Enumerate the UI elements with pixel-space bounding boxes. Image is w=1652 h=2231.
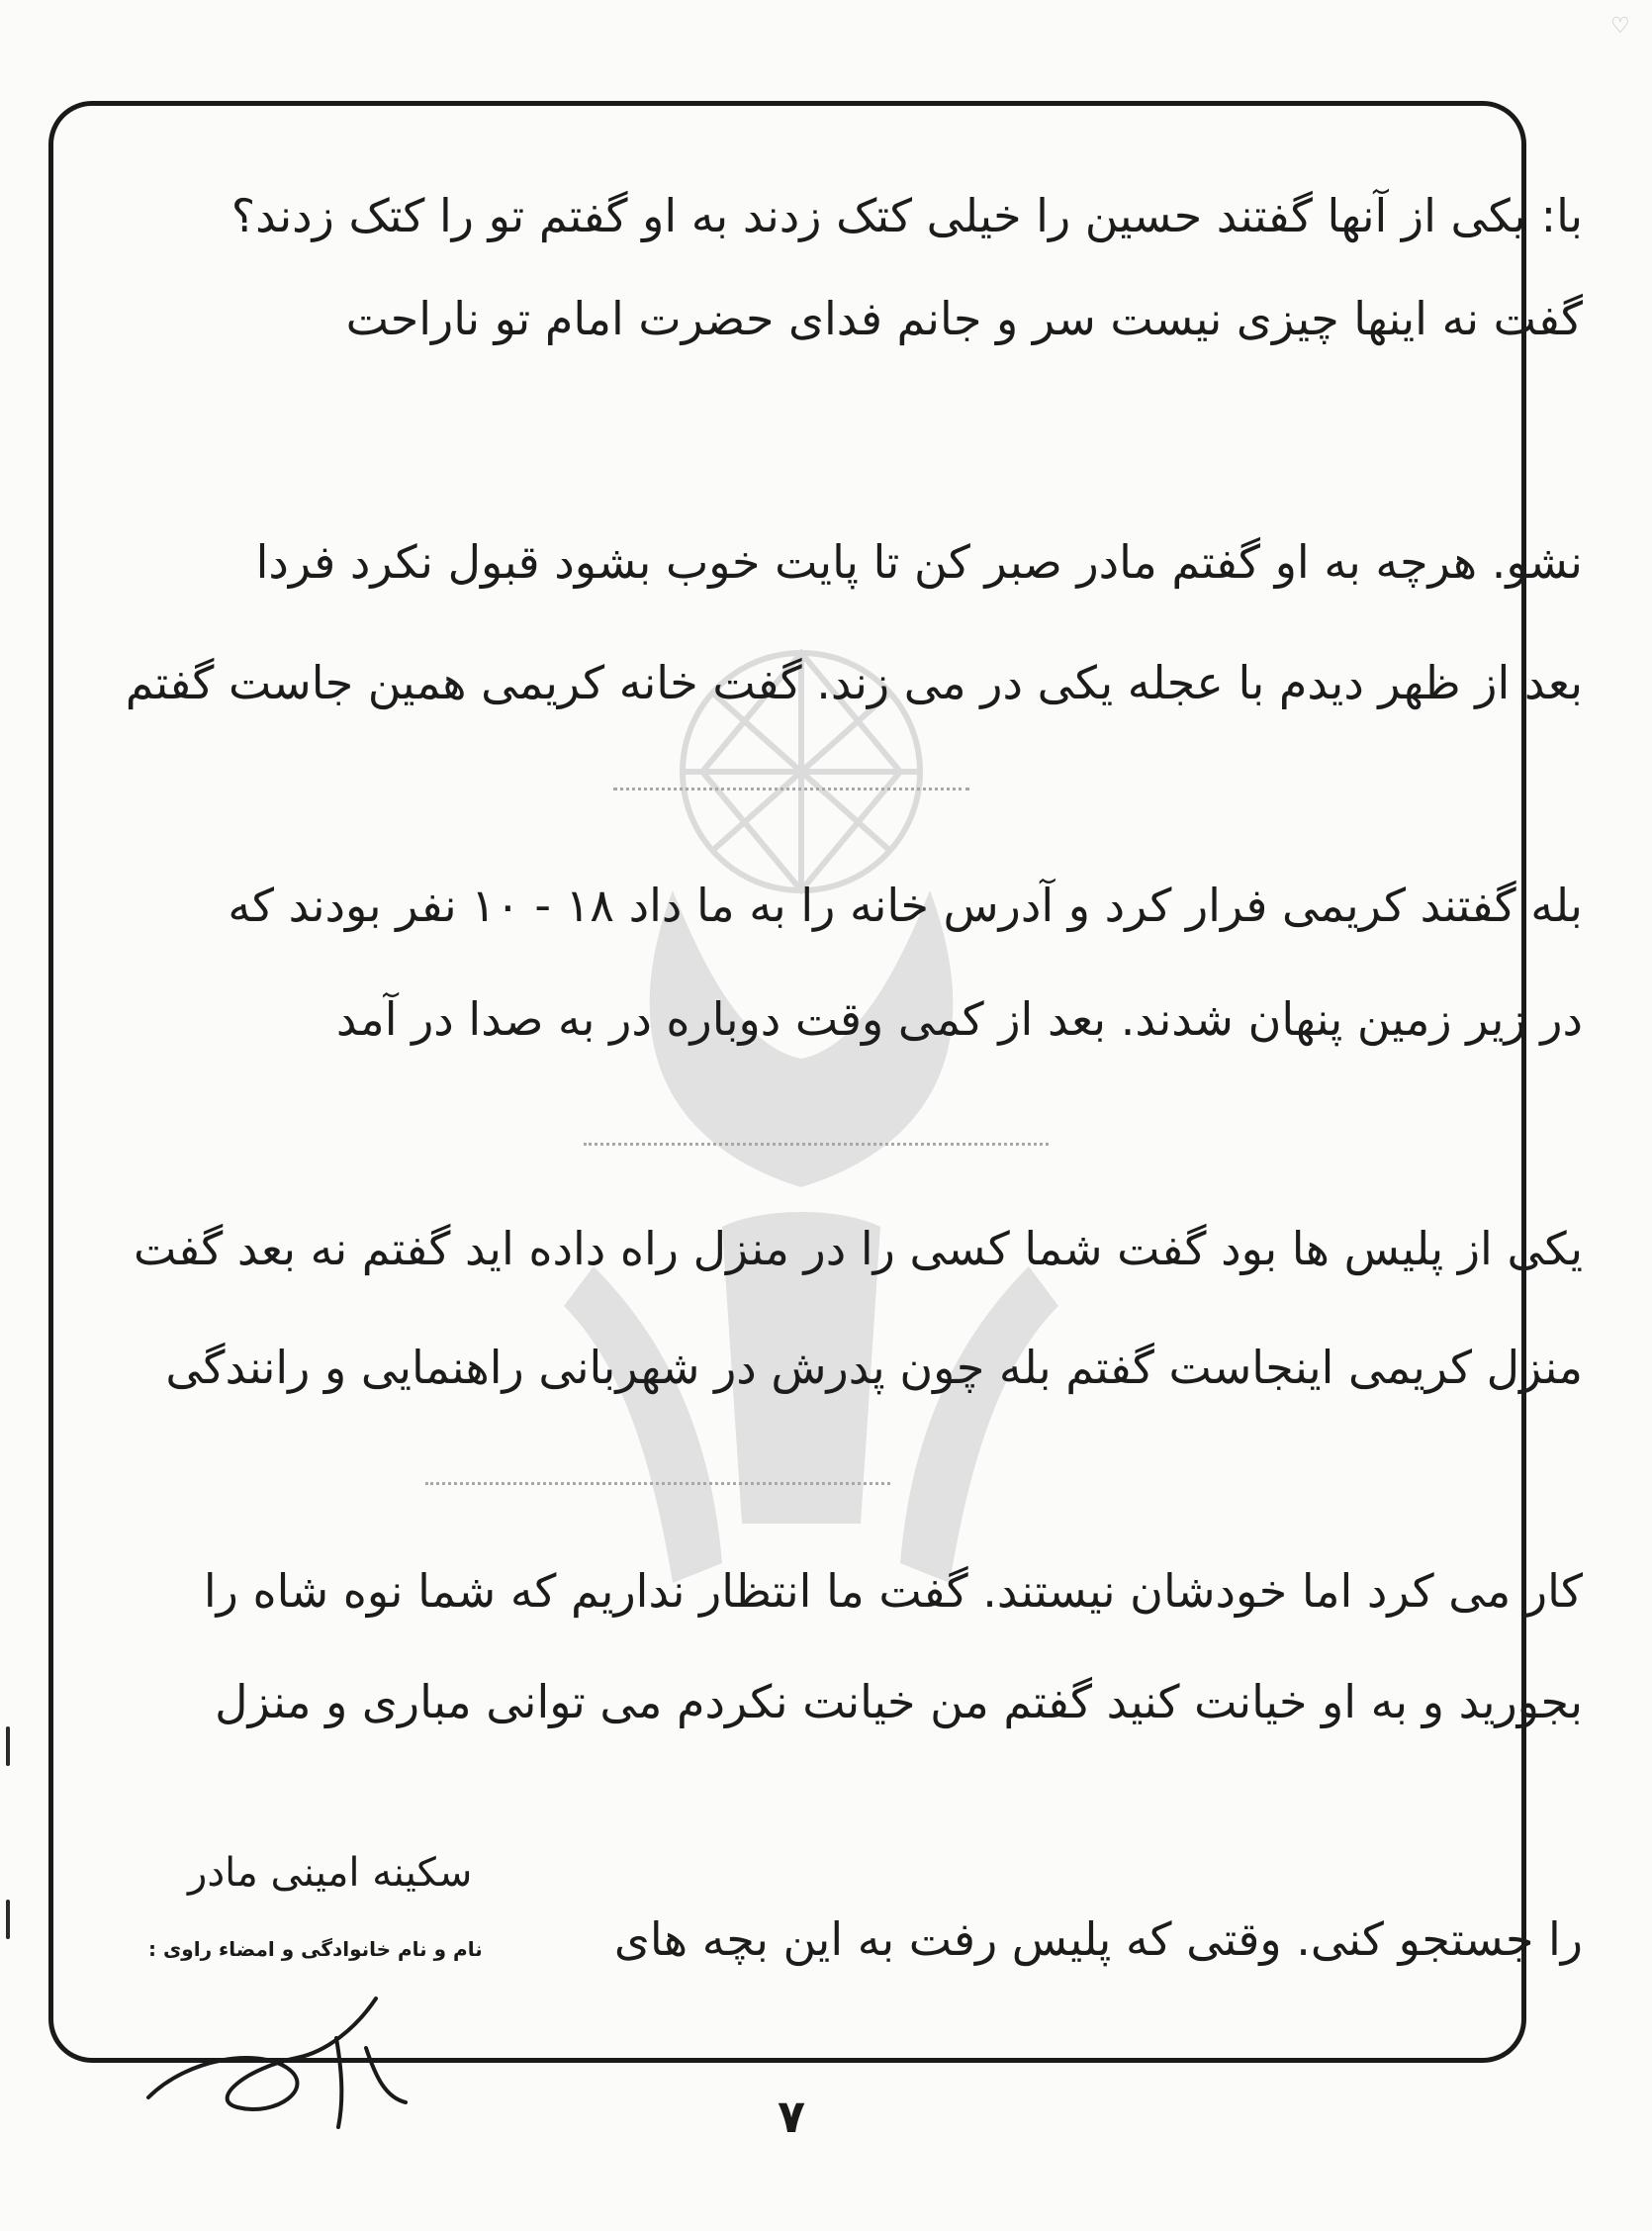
text-line-6: در زیر زمین پنهان شدند. بعد از کمی وقت دوباره در به صدا در آمد (335, 992, 1583, 1046)
corner-mark-icon: ♡ (1610, 14, 1630, 39)
emblem-watermark-icon (554, 633, 1088, 1603)
separator-line-1 (613, 788, 969, 790)
text-line-9: کار می کرد اما خودشان نیستند. گفت ما انتظار نداریم که شما نوه شاه را (203, 1564, 1583, 1618)
text-line-8: منزل کریمی اینجاست گفتم بله چون پدرش در شهربانی راهنمایی و رانندگی (165, 1341, 1583, 1394)
text-line-1: با: یکی از آنها گفتند حسین را خیلی کتک زدند به او گفتم تو را کتک زدند؟ (230, 189, 1583, 242)
separator-line-3 (425, 1482, 890, 1485)
text-line-5: بله گفتند کریمی فرار کرد و آدرس خانه را به ما داد ۱۸ - ۱۰ نفر بودند که (228, 879, 1583, 932)
handwritten-signature (129, 1989, 415, 2137)
left-edge-mark (6, 1726, 10, 1766)
text-line-4: بعد از ظهر دیدم با عجله یکی در می زند. گفت خانه کریمی همین جاست گفتم (125, 656, 1583, 709)
signature-label: نام و نام خانوادگی و امضاء راوی : (148, 1937, 483, 1961)
left-edge-mark-2 (6, 1900, 10, 1939)
separator-line-2 (584, 1143, 1049, 1146)
text-line-2: گفت نه اینها چیزی نیست سر و جانم فدای حضرت امام تو ناراحت (345, 292, 1583, 345)
text-line-11: را جستجو کنی. وقتی که پلیس رفت به این بچه های (613, 1912, 1583, 1966)
page-number: ۷ (777, 2090, 806, 2143)
narrator-name: سکینه امینی مادر (188, 1850, 473, 1896)
text-line-10: بجورید و به او خیانت کنید گفتم من خیانت نکردم می توانی مباری و منزل (215, 1675, 1583, 1728)
text-line-7: یکی از پلیس ها بود گفت شما کسی را در منزل راه داده اید گفتم نه بعد گفت (133, 1222, 1583, 1275)
text-line-3: نشو. هرچه به او گفتم مادر صبر کن تا پایت خوب بشود قبول نکرد فردا (255, 535, 1583, 589)
